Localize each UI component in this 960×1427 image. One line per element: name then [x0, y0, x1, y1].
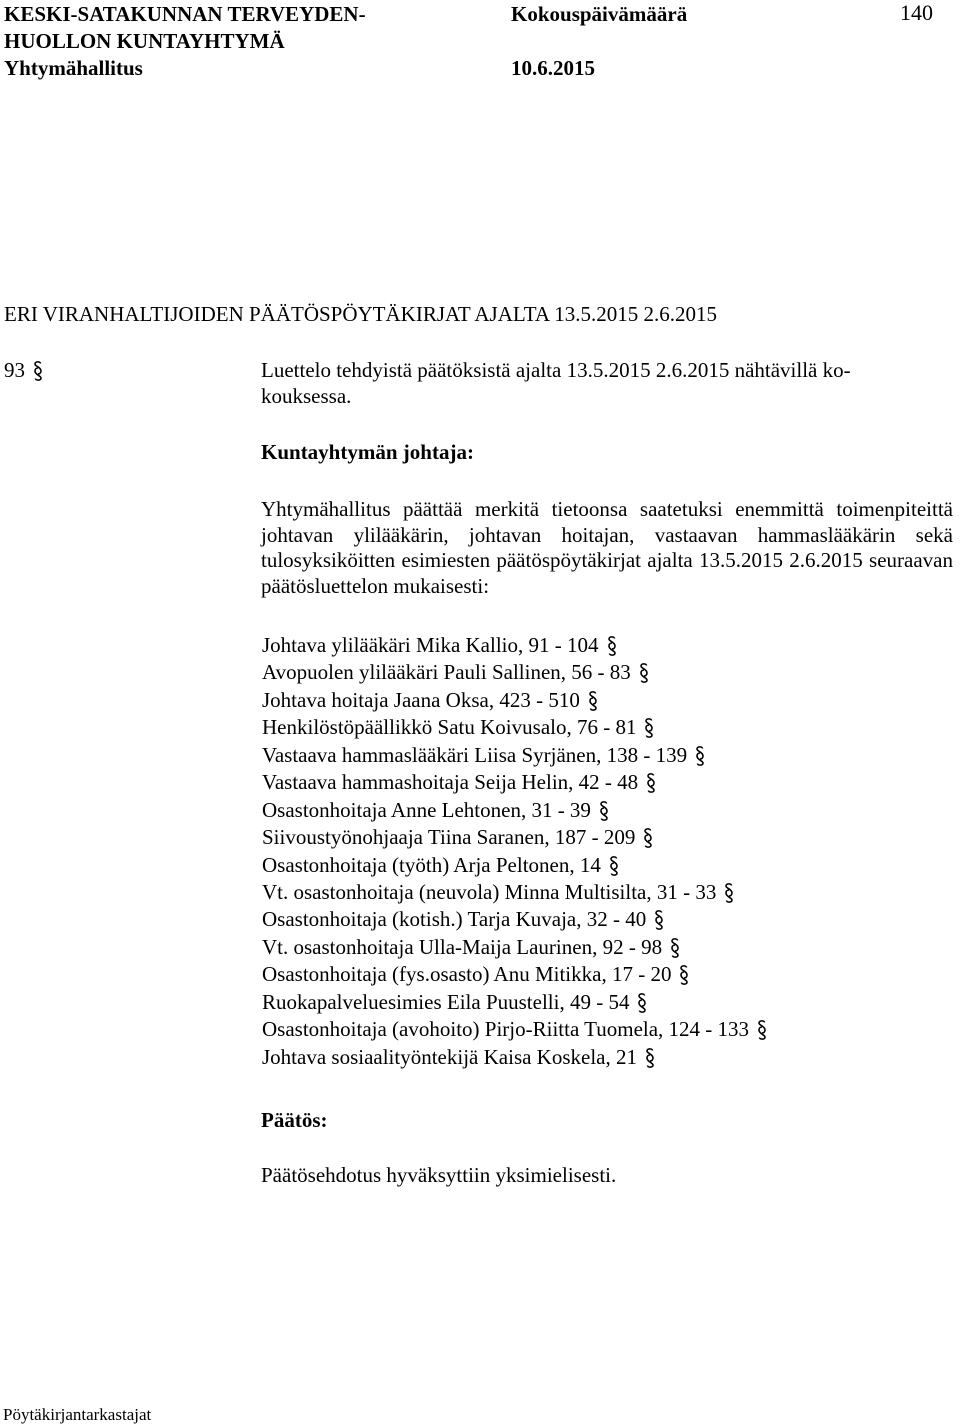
list-item [262, 989, 769, 1016]
proposal-text: Yhtymähallitus päättää merkitä tietoonsa saatetuksi enemmittä toimenpiteittä johtavan ylilääkärin, johtavan hoitajan, vastaavan hammaslääkärin sekä tulosyksiköitten esimiesten päätöspöytäkirjat ajalta 13.5.2015 2.6.2015 seuraavan päätösluettelon mukaisesti: [261, 497, 953, 598]
decision-entry: Avopuolen ylilääkäri Pauli Sallinen, 56 - 83 [262, 660, 631, 685]
list-item [262, 906, 769, 933]
decision-entry: Henkilöstöpäällikkö Satu Koivusalo, 76 - 81 [262, 715, 637, 740]
list-item [262, 769, 769, 796]
decision-entry: Osastonhoitaja (fys.osasto) Anu Mitikka, 17 - 20 [262, 962, 672, 987]
list-item [262, 659, 769, 686]
section-sign-icon [607, 854, 621, 878]
decision-entry: Vastaava hammaslääkäri Liisa Syrjänen, 138 - 139 [262, 742, 688, 767]
list-item [262, 934, 769, 961]
governing-body-name: Yhtymähallitus [4, 56, 143, 80]
section-sign-icon [668, 936, 682, 960]
list-item [262, 797, 769, 824]
list-item [262, 961, 769, 988]
decision-text: Päätösehdotus hyväksyttiin yksimielisesti. [261, 1163, 617, 1187]
item-number: 93 [4, 358, 25, 382]
section-sign-icon [31, 359, 45, 383]
decision-entry: Osastonhoitaja Anne Lehtonen, 31 - 39 [262, 797, 591, 822]
section-sign-icon [597, 799, 611, 823]
section-sign-icon [635, 991, 649, 1015]
meeting-date-label: Kokouspäivämäärä [511, 2, 688, 26]
section-sign-icon [755, 1018, 769, 1042]
decision-entry: Vt. osastonhoitaja Ulla-Maija Laurinen, 92 - 98 [262, 934, 663, 959]
list-item [262, 632, 769, 659]
decision-entry: Vastaava hammashoitaja Seija Helin, 42 - 48 [262, 770, 639, 795]
section-sign-icon [643, 1046, 657, 1070]
list-item [262, 824, 769, 851]
section-sign-icon [641, 826, 655, 850]
item-title-line1: Luettelo tehdyistä päätöksistä ajalta 13.5.2015 2.6.2015 nähtävillä ko- [261, 358, 851, 382]
organization-name-line2: HUOLLON KUNTAYHTYMÄ [4, 29, 285, 53]
decision-entry: Osastonhoitaja (avohoito) Pirjo-Riitta Tuomela, 124 - 133 [262, 1017, 750, 1042]
list-item [262, 714, 769, 741]
page-number: 140 [900, 0, 933, 25]
section-sign-icon [644, 771, 658, 795]
section-sign-icon [586, 689, 600, 713]
list-item [262, 852, 769, 879]
section-sign-icon [642, 716, 656, 740]
proposal-heading: Kuntayhtymän johtaja: [261, 440, 474, 464]
item-title-line2: kouksessa. [261, 384, 352, 408]
section-sign-icon [637, 661, 651, 685]
list-item [262, 879, 769, 906]
decision-entry: Ruokapalveluesimies Eila Puustelli, 49 - 54 [262, 989, 630, 1014]
list-item [262, 687, 769, 714]
section-sign-icon [693, 744, 707, 768]
section-sign-icon [652, 908, 666, 932]
decision-entry: Siivoustyönohjaaja Tiina Saranen, 187 - 209 [262, 825, 636, 850]
decision-list [262, 632, 769, 1071]
decision-entry: Osastonhoitaja (työth) Arja Peltonen, 14 [262, 852, 601, 877]
list-item [262, 1016, 769, 1043]
decision-entry: Johtava sosiaalityöntekijä Kaisa Koskela, 21 [262, 1044, 637, 1069]
section-sign-icon [677, 963, 691, 987]
item-number-row [4, 358, 45, 383]
list-item [262, 742, 769, 769]
decision-entry: Vt. osastonhoitaja (neuvola) Minna Multisilta, 31 - 33 [262, 879, 717, 904]
section-sign-icon [605, 634, 619, 658]
decision-heading: Päätös: [261, 1108, 328, 1132]
list-item [262, 1044, 769, 1071]
decision-entry: Johtava ylilääkäri Mika Kallio, 91 - 104 [262, 633, 599, 657]
section-sign-icon [722, 881, 736, 905]
decision-entry: Osastonhoitaja (kotish.) Tarja Kuvaja, 32 - 40 [262, 907, 647, 932]
footer-label: Pöytäkirjantarkastajat [3, 1405, 152, 1424]
organization-name-line1: KESKI-SATAKUNNAN TERVEYDEN- [4, 2, 366, 26]
section-title: ERI VIRANHALTIJOIDEN PÄÄTÖSPÖYTÄKIRJAT AJALTA 13.5.2015 2.6.2015 [4, 302, 717, 326]
meeting-date: 10.6.2015 [511, 56, 595, 80]
decision-entry: Johtava hoitaja Jaana Oksa, 423 - 510 [262, 687, 580, 712]
